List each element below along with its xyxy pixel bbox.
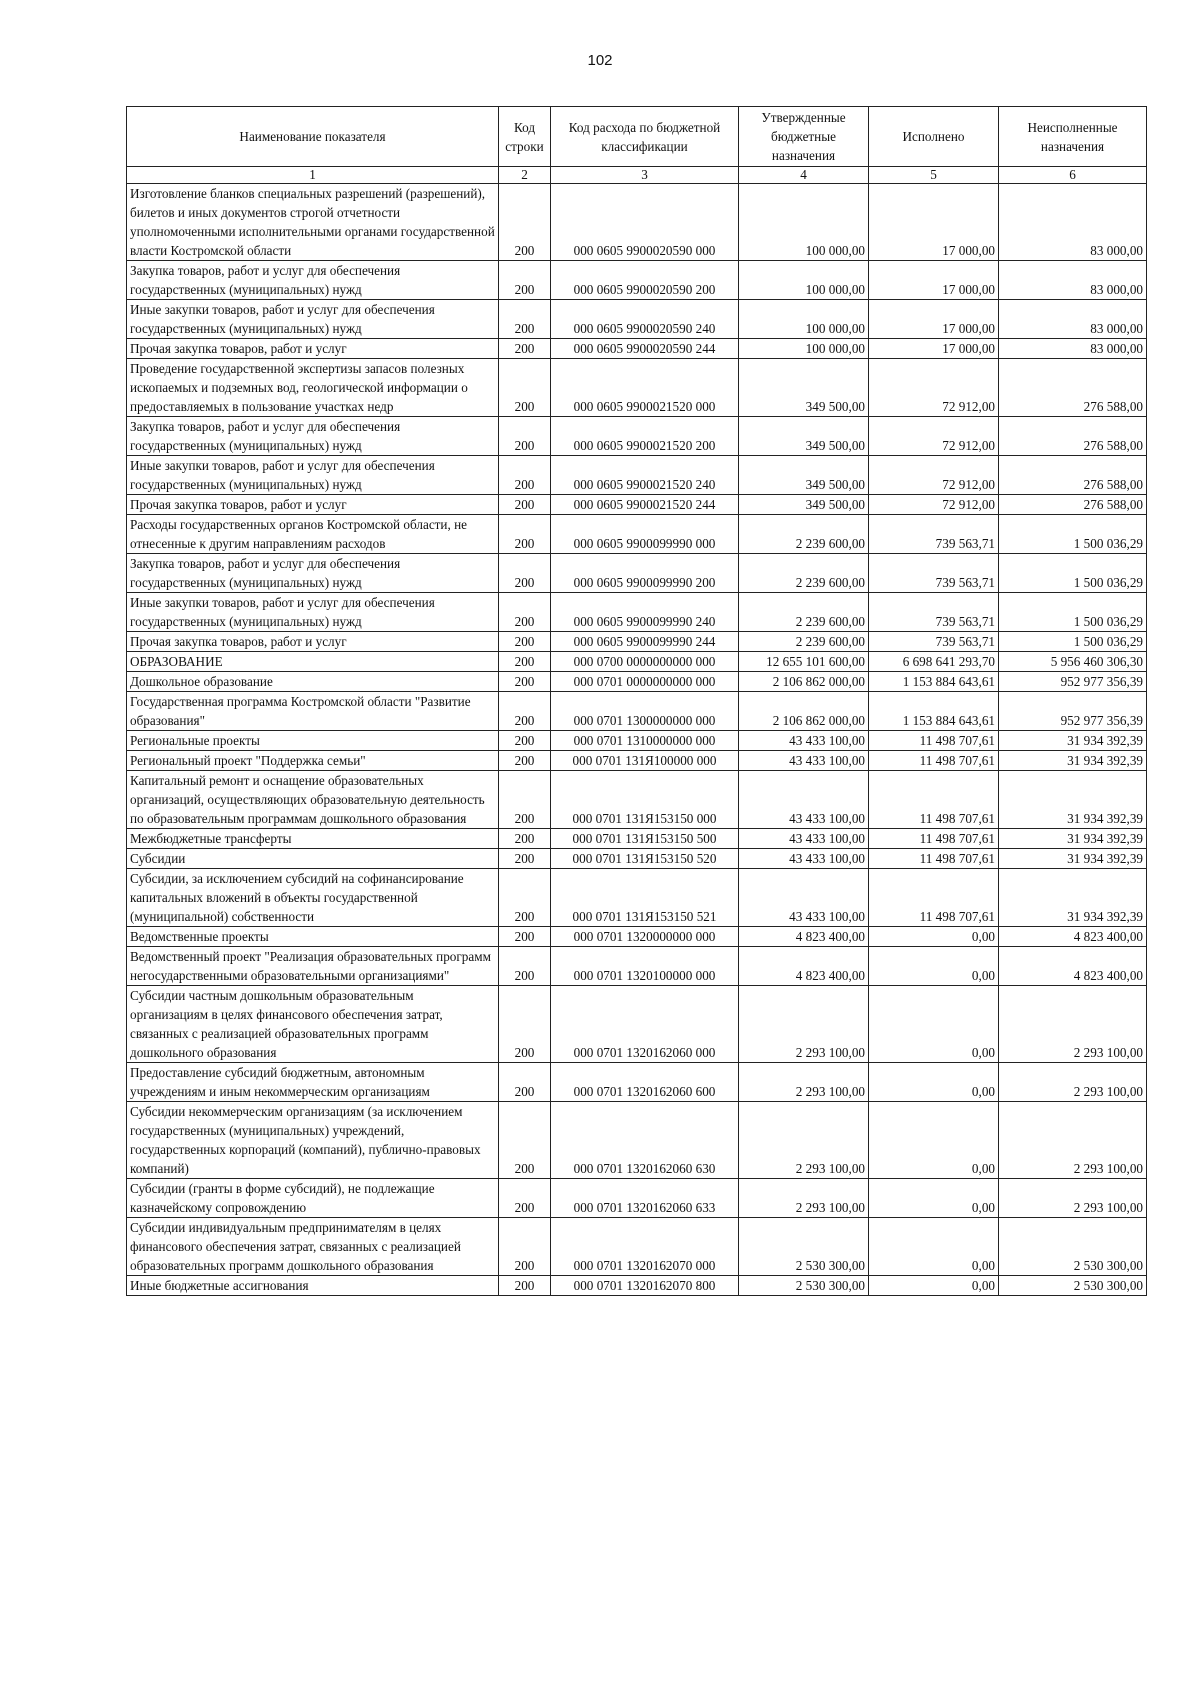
row-name: Региональные проекты <box>127 731 499 751</box>
row-kbk: 000 0701 1320162060 633 <box>551 1179 739 1218</box>
row-approved: 2 293 100,00 <box>739 1063 869 1102</box>
row-unexecuted: 2 293 100,00 <box>999 986 1147 1063</box>
row-code: 200 <box>499 672 551 692</box>
row-kbk: 000 0701 131Я153150 521 <box>551 869 739 927</box>
row-kbk: 000 0605 9900099990 000 <box>551 515 739 554</box>
row-unexecuted: 2 293 100,00 <box>999 1102 1147 1179</box>
row-executed: 0,00 <box>869 1102 999 1179</box>
table-row <box>127 1063 1147 1102</box>
row-approved: 100 000,00 <box>739 184 869 261</box>
table-row <box>127 300 1147 339</box>
row-name: Региональный проект "Поддержка семьи" <box>127 751 499 771</box>
row-unexecuted: 31 934 392,39 <box>999 849 1147 869</box>
row-unexecuted: 31 934 392,39 <box>999 751 1147 771</box>
table-row <box>127 495 1147 515</box>
row-kbk: 000 0701 1320000000 000 <box>551 927 739 947</box>
row-unexecuted: 276 588,00 <box>999 417 1147 456</box>
row-code: 200 <box>499 1276 551 1296</box>
row-name: Государственная программа Костромской области "Развитие образования" <box>127 692 499 731</box>
row-unexecuted: 31 934 392,39 <box>999 771 1147 829</box>
table-row <box>127 652 1147 672</box>
row-kbk: 000 0701 1320162070 800 <box>551 1276 739 1296</box>
row-unexecuted: 952 977 356,39 <box>999 692 1147 731</box>
row-executed: 1 153 884 643,61 <box>869 672 999 692</box>
row-kbk: 000 0605 9900020590 000 <box>551 184 739 261</box>
table-row <box>127 339 1147 359</box>
row-unexecuted: 952 977 356,39 <box>999 672 1147 692</box>
table-row <box>127 849 1147 869</box>
table-row <box>127 986 1147 1063</box>
row-code: 200 <box>499 927 551 947</box>
table-header-row <box>127 107 1147 167</box>
budget-execution-table <box>126 106 1147 1296</box>
row-executed: 0,00 <box>869 1063 999 1102</box>
row-executed: 72 912,00 <box>869 495 999 515</box>
row-approved: 349 500,00 <box>739 359 869 417</box>
row-unexecuted: 2 293 100,00 <box>999 1063 1147 1102</box>
row-code: 200 <box>499 652 551 672</box>
row-executed: 17 000,00 <box>869 300 999 339</box>
table-row <box>127 456 1147 495</box>
table-row <box>127 184 1147 261</box>
row-executed: 6 698 641 293,70 <box>869 652 999 672</box>
header-name: Наименование показателя <box>127 107 499 167</box>
row-code: 200 <box>499 593 551 632</box>
row-name: Капитальный ремонт и оснащение образовательных организаций, осуществляющих образовательную деятельность по образовательным программам дошкольного образования <box>127 771 499 829</box>
row-executed: 11 498 707,61 <box>869 731 999 751</box>
row-name: Иные закупки товаров, работ и услуг для обеспечения государственных (муниципальных) нужд <box>127 300 499 339</box>
row-name: Дошкольное образование <box>127 672 499 692</box>
row-approved: 43 433 100,00 <box>739 849 869 869</box>
row-kbk: 000 0605 9900020590 244 <box>551 339 739 359</box>
column-number: 3 <box>551 167 739 184</box>
row-approved: 2 239 600,00 <box>739 632 869 652</box>
row-unexecuted: 276 588,00 <box>999 495 1147 515</box>
header-code: Код строки <box>499 107 551 167</box>
row-name: Прочая закупка товаров, работ и услуг <box>127 632 499 652</box>
row-executed: 72 912,00 <box>869 359 999 417</box>
row-code: 200 <box>499 261 551 300</box>
row-code: 200 <box>499 869 551 927</box>
row-kbk: 000 0605 9900021520 000 <box>551 359 739 417</box>
table-row <box>127 261 1147 300</box>
row-kbk: 000 0605 9900099990 240 <box>551 593 739 632</box>
row-executed: 1 153 884 643,61 <box>869 692 999 731</box>
row-name: Закупка товаров, работ и услуг для обеспечения государственных (муниципальных) нужд <box>127 417 499 456</box>
row-kbk: 000 0701 1320162060 630 <box>551 1102 739 1179</box>
row-code: 200 <box>499 300 551 339</box>
row-executed: 0,00 <box>869 1179 999 1218</box>
row-approved: 43 433 100,00 <box>739 751 869 771</box>
row-executed: 739 563,71 <box>869 593 999 632</box>
row-approved: 2 239 600,00 <box>739 515 869 554</box>
row-name: Прочая закупка товаров, работ и услуг <box>127 495 499 515</box>
row-executed: 17 000,00 <box>869 339 999 359</box>
row-approved: 100 000,00 <box>739 300 869 339</box>
row-kbk: 000 0701 1320100000 000 <box>551 947 739 986</box>
row-kbk: 000 0605 9900020590 240 <box>551 300 739 339</box>
row-kbk: 000 0701 131Я153150 520 <box>551 849 739 869</box>
row-name: ОБРАЗОВАНИЕ <box>127 652 499 672</box>
row-name: Ведомственные проекты <box>127 927 499 947</box>
table-row <box>127 947 1147 986</box>
row-executed: 0,00 <box>869 947 999 986</box>
row-code: 200 <box>499 359 551 417</box>
table-row <box>127 515 1147 554</box>
row-kbk: 000 0701 0000000000 000 <box>551 672 739 692</box>
row-code: 200 <box>499 417 551 456</box>
row-code: 200 <box>499 184 551 261</box>
row-unexecuted: 2 530 300,00 <box>999 1218 1147 1276</box>
row-kbk: 000 0605 9900021520 240 <box>551 456 739 495</box>
row-code: 200 <box>499 456 551 495</box>
row-executed: 11 498 707,61 <box>869 849 999 869</box>
row-kbk: 000 0605 9900099990 200 <box>551 554 739 593</box>
row-name: Иные закупки товаров, работ и услуг для обеспечения государственных (муниципальных) нужд <box>127 456 499 495</box>
row-executed: 11 498 707,61 <box>869 869 999 927</box>
row-kbk: 000 0700 0000000000 000 <box>551 652 739 672</box>
row-executed: 739 563,71 <box>869 515 999 554</box>
row-name: Закупка товаров, работ и услуг для обеспечения государственных (муниципальных) нужд <box>127 261 499 300</box>
header-kbk: Код расхода по бюджетной классификации <box>551 107 739 167</box>
row-executed: 739 563,71 <box>869 632 999 652</box>
row-unexecuted: 83 000,00 <box>999 339 1147 359</box>
row-executed: 0,00 <box>869 1218 999 1276</box>
row-executed: 17 000,00 <box>869 261 999 300</box>
table-row <box>127 672 1147 692</box>
row-executed: 0,00 <box>869 1276 999 1296</box>
row-approved: 2 530 300,00 <box>739 1218 869 1276</box>
table-row <box>127 927 1147 947</box>
row-name: Субсидии некоммерческим организациям (за исключением государственных (муниципальных) учреждений, государственных корпораций (компаний), публично-правовых компаний) <box>127 1102 499 1179</box>
row-code: 200 <box>499 554 551 593</box>
row-code: 200 <box>499 731 551 751</box>
page-number: 102 <box>587 52 613 69</box>
row-code: 200 <box>499 751 551 771</box>
row-name: Субсидии частным дошкольным образовательным организациям в целях финансового обеспечения затрат, связанных с реализацией образовательных программ дошкольного образования <box>127 986 499 1063</box>
row-kbk: 000 0605 9900099990 244 <box>551 632 739 652</box>
table-row <box>127 1218 1147 1276</box>
row-unexecuted: 1 500 036,29 <box>999 593 1147 632</box>
row-name: Предоставление субсидий бюджетным, автономным учреждениям и иным некоммерческим организациям <box>127 1063 499 1102</box>
row-code: 200 <box>499 339 551 359</box>
row-name: Прочая закупка товаров, работ и услуг <box>127 339 499 359</box>
row-unexecuted: 1 500 036,29 <box>999 515 1147 554</box>
row-kbk: 000 0701 1320162070 000 <box>551 1218 739 1276</box>
table-row <box>127 731 1147 751</box>
row-name: Субсидии индивидуальным предпринимателям в целях финансового обеспечения затрат, связанных с реализацией образовательных программ дошкольного образования <box>127 1218 499 1276</box>
row-kbk: 000 0605 9900021520 244 <box>551 495 739 515</box>
table-row <box>127 692 1147 731</box>
header-executed: Исполнено <box>869 107 999 167</box>
row-kbk: 000 0701 131Я100000 000 <box>551 751 739 771</box>
row-unexecuted: 276 588,00 <box>999 359 1147 417</box>
table-row <box>127 359 1147 417</box>
table-body <box>127 184 1147 1296</box>
row-approved: 100 000,00 <box>739 339 869 359</box>
table-row <box>127 829 1147 849</box>
table-row <box>127 1179 1147 1218</box>
row-unexecuted: 2 530 300,00 <box>999 1276 1147 1296</box>
table-row <box>127 751 1147 771</box>
column-number: 1 <box>127 167 499 184</box>
row-unexecuted: 31 934 392,39 <box>999 731 1147 751</box>
row-approved: 43 433 100,00 <box>739 731 869 751</box>
row-code: 200 <box>499 1102 551 1179</box>
row-executed: 0,00 <box>869 927 999 947</box>
table-row <box>127 1102 1147 1179</box>
row-kbk: 000 0605 9900021520 200 <box>551 417 739 456</box>
row-approved: 2 293 100,00 <box>739 986 869 1063</box>
row-name: Субсидии <box>127 849 499 869</box>
row-unexecuted: 2 293 100,00 <box>999 1179 1147 1218</box>
row-name: Субсидии (гранты в форме субсидий), не подлежащие казначейскому сопровождению <box>127 1179 499 1218</box>
row-unexecuted: 1 500 036,29 <box>999 632 1147 652</box>
row-unexecuted: 4 823 400,00 <box>999 947 1147 986</box>
row-code: 200 <box>499 947 551 986</box>
table-row <box>127 554 1147 593</box>
row-name: Субсидии, за исключением субсидий на софинансирование капитальных вложений в объекты государственной (муниципальной) собственности <box>127 869 499 927</box>
table-row <box>127 632 1147 652</box>
row-approved: 2 106 862 000,00 <box>739 672 869 692</box>
row-executed: 11 498 707,61 <box>869 751 999 771</box>
table-row <box>127 869 1147 927</box>
row-name: Ведомственный проект "Реализация образовательных программ негосударственными образовательными организациями" <box>127 947 499 986</box>
row-name: Иные бюджетные ассигнования <box>127 1276 499 1296</box>
row-executed: 11 498 707,61 <box>869 771 999 829</box>
row-approved: 2 239 600,00 <box>739 593 869 632</box>
row-code: 200 <box>499 515 551 554</box>
row-name: Иные закупки товаров, работ и услуг для обеспечения государственных (муниципальных) нужд <box>127 593 499 632</box>
row-approved: 349 500,00 <box>739 495 869 515</box>
column-number-row <box>127 167 1147 184</box>
row-kbk: 000 0605 9900020590 200 <box>551 261 739 300</box>
table-row <box>127 593 1147 632</box>
row-name: Закупка товаров, работ и услуг для обеспечения государственных (муниципальных) нужд <box>127 554 499 593</box>
row-approved: 43 433 100,00 <box>739 829 869 849</box>
column-number: 4 <box>739 167 869 184</box>
row-approved: 349 500,00 <box>739 456 869 495</box>
table-row <box>127 1276 1147 1296</box>
row-unexecuted: 31 934 392,39 <box>999 869 1147 927</box>
row-approved: 2 106 862 000,00 <box>739 692 869 731</box>
row-approved: 2 293 100,00 <box>739 1179 869 1218</box>
row-name: Расходы государственных органов Костромской области, не отнесенные к другим направлениям расходов <box>127 515 499 554</box>
row-unexecuted: 31 934 392,39 <box>999 829 1147 849</box>
column-number: 2 <box>499 167 551 184</box>
row-code: 200 <box>499 1063 551 1102</box>
row-executed: 72 912,00 <box>869 456 999 495</box>
header-unexecuted: Неисполненные назначения <box>999 107 1147 167</box>
row-kbk: 000 0701 131Я153150 000 <box>551 771 739 829</box>
row-approved: 349 500,00 <box>739 417 869 456</box>
row-code: 200 <box>499 986 551 1063</box>
row-code: 200 <box>499 692 551 731</box>
row-kbk: 000 0701 1320162060 000 <box>551 986 739 1063</box>
row-unexecuted: 5 956 460 306,30 <box>999 652 1147 672</box>
row-executed: 11 498 707,61 <box>869 829 999 849</box>
row-name: Межбюджетные трансферты <box>127 829 499 849</box>
row-approved: 4 823 400,00 <box>739 947 869 986</box>
row-executed: 739 563,71 <box>869 554 999 593</box>
row-unexecuted: 83 000,00 <box>999 184 1147 261</box>
row-unexecuted: 1 500 036,29 <box>999 554 1147 593</box>
row-approved: 43 433 100,00 <box>739 869 869 927</box>
row-code: 200 <box>499 1218 551 1276</box>
row-approved: 2 293 100,00 <box>739 1102 869 1179</box>
row-approved: 2 239 600,00 <box>739 554 869 593</box>
row-kbk: 000 0701 1310000000 000 <box>551 731 739 751</box>
row-code: 200 <box>499 1179 551 1218</box>
table-row <box>127 771 1147 829</box>
row-code: 200 <box>499 849 551 869</box>
row-approved: 100 000,00 <box>739 261 869 300</box>
row-executed: 72 912,00 <box>869 417 999 456</box>
column-number: 5 <box>869 167 999 184</box>
row-executed: 0,00 <box>869 986 999 1063</box>
column-number: 6 <box>999 167 1147 184</box>
table-row <box>127 417 1147 456</box>
row-approved: 12 655 101 600,00 <box>739 652 869 672</box>
row-unexecuted: 83 000,00 <box>999 300 1147 339</box>
row-unexecuted: 83 000,00 <box>999 261 1147 300</box>
row-kbk: 000 0701 131Я153150 500 <box>551 829 739 849</box>
header-approved: Утвержденные бюджетные назначения <box>739 107 869 167</box>
row-unexecuted: 4 823 400,00 <box>999 927 1147 947</box>
row-approved: 2 530 300,00 <box>739 1276 869 1296</box>
row-kbk: 000 0701 1320162060 600 <box>551 1063 739 1102</box>
row-name: Изготовление бланков специальных разрешений (разрешений), билетов и иных документов строгой отчетности уполномоченными исполнительными органами государственной власти Костромской области <box>127 184 499 261</box>
row-code: 200 <box>499 771 551 829</box>
row-name: Проведение государственной экспертизы запасов полезных ископаемых и подземных вод, геологической информации о предоставляемых в пользование участках недр <box>127 359 499 417</box>
row-approved: 4 823 400,00 <box>739 927 869 947</box>
row-executed: 17 000,00 <box>869 184 999 261</box>
row-kbk: 000 0701 1300000000 000 <box>551 692 739 731</box>
row-approved: 43 433 100,00 <box>739 771 869 829</box>
row-code: 200 <box>499 632 551 652</box>
row-code: 200 <box>499 829 551 849</box>
row-unexecuted: 276 588,00 <box>999 456 1147 495</box>
row-code: 200 <box>499 495 551 515</box>
